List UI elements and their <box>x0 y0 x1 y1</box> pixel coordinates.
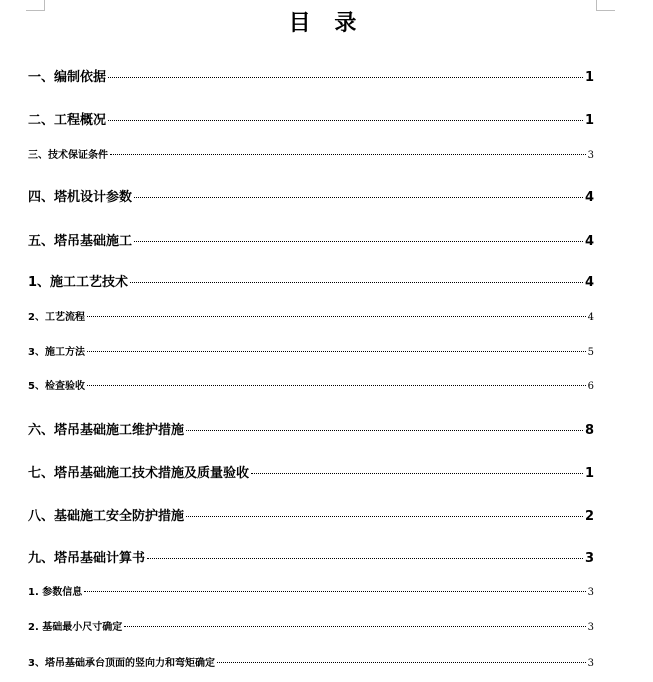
toc-entry[interactable] <box>28 271 594 290</box>
toc-entry-label: 2. 基础最小尺寸确定 <box>28 622 123 633</box>
toc-entry[interactable] <box>28 583 594 598</box>
toc-leader-dots <box>124 626 585 627</box>
toc-entry[interactable] <box>28 230 594 249</box>
toc-entry[interactable] <box>28 505 594 524</box>
toc-entry-label: 四、塔机设计参数 <box>28 190 133 205</box>
toc-entry[interactable] <box>28 308 594 323</box>
toc-leader-dots <box>87 385 586 386</box>
toc-leader-dots <box>110 154 586 155</box>
toc-entry-page: 1 <box>584 113 594 128</box>
toc-leader-dots <box>134 197 583 198</box>
toc-entry-page: 8 <box>584 423 594 438</box>
toc-leader-dots <box>186 516 583 517</box>
toc-entry-label: 2、工艺流程 <box>28 312 85 323</box>
toc-entry-label: 六、塔吊基础施工维护措施 <box>28 423 185 438</box>
toc-entry[interactable] <box>28 547 594 566</box>
toc-entry-page: 6 <box>587 381 594 392</box>
toc-leader-dots <box>251 473 583 474</box>
toc-entry[interactable] <box>28 377 594 392</box>
toc-leader-dots <box>108 77 583 78</box>
toc-leader-dots <box>130 282 583 283</box>
toc-entry-label: 1、施工工艺技术 <box>28 275 129 290</box>
toc-title: 目 录 <box>288 10 365 36</box>
toc-entry-page: 1 <box>584 70 594 85</box>
toc-entry[interactable] <box>28 343 594 358</box>
toc-entry[interactable] <box>28 618 594 633</box>
toc-entry-page: 3 <box>587 150 594 161</box>
toc-entry-label: 1. 参数信息 <box>28 587 83 598</box>
toc-leader-dots <box>87 316 586 317</box>
toc-entry-page: 3 <box>587 658 594 669</box>
toc-entry-label: 5、检查验收 <box>28 381 85 392</box>
toc-entry-page: 4 <box>587 312 594 323</box>
toc-entry-label: 3、施工方法 <box>28 347 85 358</box>
toc-entry-page: 1 <box>584 466 594 481</box>
toc-entry[interactable] <box>28 654 594 669</box>
toc-entry-label: 七、塔吊基础施工技术措施及质量验收 <box>28 466 250 481</box>
toc-leader-dots <box>217 662 586 663</box>
toc-entry-page: 2 <box>584 509 594 524</box>
toc-entry[interactable] <box>28 66 594 85</box>
toc-leader-dots <box>186 430 583 431</box>
toc-entry-page: 4 <box>584 275 594 290</box>
toc-leader-dots <box>108 120 583 121</box>
toc-entry-label: 三、技术保证条件 <box>28 150 108 161</box>
toc-entry[interactable] <box>28 419 594 438</box>
toc-entry-label: 3、塔吊基础承台顶面的竖向力和弯矩确定 <box>28 658 215 669</box>
toc-entry-page: 3 <box>587 622 594 633</box>
toc-leader-dots <box>84 591 585 592</box>
toc-entry-label: 五、塔吊基础施工 <box>28 234 133 249</box>
toc-entry[interactable] <box>28 462 594 481</box>
toc-entry[interactable] <box>28 109 594 128</box>
toc-entry-label: 二、工程概况 <box>28 113 107 128</box>
toc-entry-page: 3 <box>584 551 594 566</box>
toc-entry-page: 4 <box>584 234 594 249</box>
toc-entry[interactable] <box>28 146 594 161</box>
toc-leader-dots <box>147 558 583 559</box>
toc-entry[interactable] <box>28 186 594 205</box>
toc-entry-label: 一、编制依据 <box>28 70 107 85</box>
toc-entry-label: 八、基础施工安全防护措施 <box>28 509 185 524</box>
toc-entry-page: 5 <box>587 347 594 358</box>
toc-entry-page: 4 <box>584 190 594 205</box>
toc-entry-page: 3 <box>587 587 594 598</box>
toc-leader-dots <box>134 241 583 242</box>
toc-leader-dots <box>87 351 586 352</box>
toc-entry-label: 九、塔吊基础计算书 <box>28 551 146 566</box>
